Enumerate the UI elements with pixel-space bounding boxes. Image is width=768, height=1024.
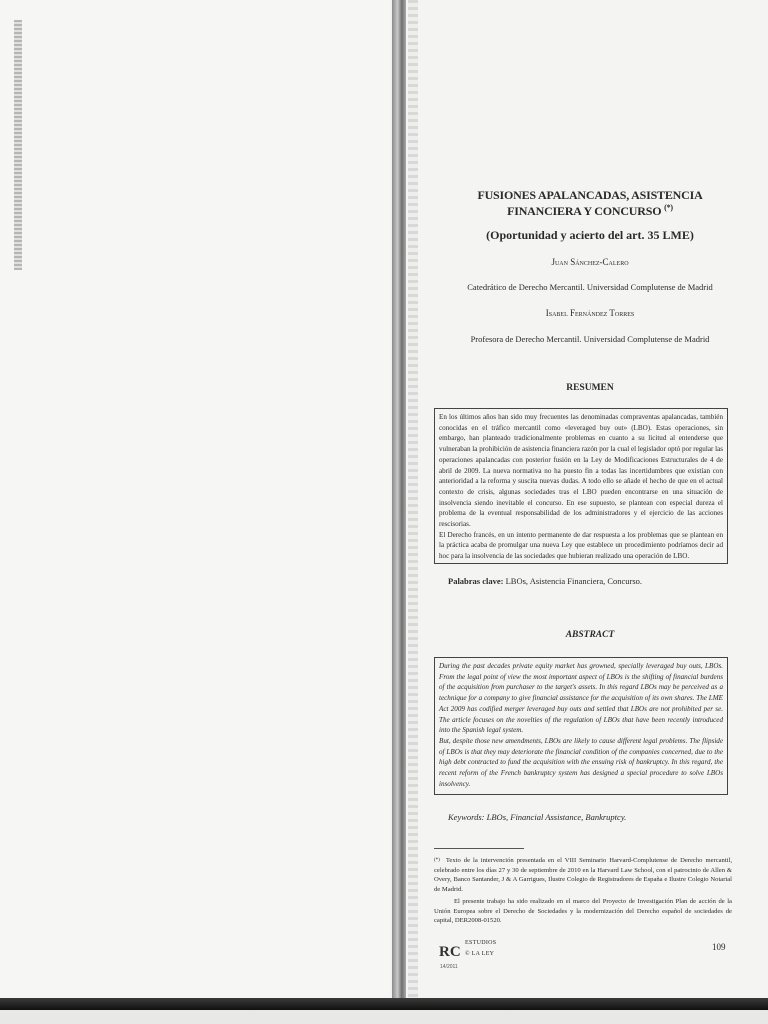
publisher-logo (438, 940, 464, 970)
publisher-label: © LA LEY (465, 951, 495, 957)
footnote-1: (*) Texto de la intervención presentada en el VIII Seminario Harvard-Complutense de Derecho mercantil, celebrado entre los días 27 y 30 de septiembre de 2010 en la Harvard Law School, con el patrocinio de Allen & Overy, Banco Santander, J & A Garrigues, Ilustre Colegio de Registradores de España e Ilustre Colegio Notarial de Madrid. (434, 857, 732, 893)
resumen-paragraph: El Derecho francés, en un intento permanente de dar respuesta a los problemas que se plantean en la práctica acaba de promulgar una nueva Ley que establece un procedimiento podríamos decir ad hoc para la insolvencia de las sociedades que hubieran realizado una operación de LBO. (439, 530, 723, 561)
author-2-affiliation: Profesora de Derecho Mercantil. Universidad Complutense de Madrid (470, 334, 710, 344)
resumen-keywords-label: Palabras clave: (448, 576, 504, 586)
abstract-keywords (448, 812, 626, 822)
left-page-edge (14, 20, 22, 270)
author-1-name: Juan Sánchez-Calero (551, 257, 629, 267)
resumen-heading: RESUMEN (566, 383, 614, 393)
gutter-shadow (408, 0, 418, 1000)
title-note-marker: (*) (664, 203, 673, 212)
abstract-keywords-label: Keywords: (448, 812, 485, 822)
page-number: 109 (712, 942, 726, 952)
author-1-affiliation: Catedrático de Derecho Mercantil. Universidad Complutense de Madrid (467, 282, 713, 292)
article-subtitle: (Oportunidad y acierto del art. 35 LME) (486, 228, 694, 242)
book-gutter (392, 0, 406, 1000)
section-label: ESTUDIOS (465, 940, 497, 946)
footnote-2: El presente trabajo ha sido realizado en el marco del Proyecto de Investigación Plan de acción de la Unión Europea sobre el Derecho de Sociedades y la modernización del Derecho español de sociedades de capital, DER2008-01520. (434, 898, 732, 924)
resumen-keywords (448, 576, 642, 586)
abstract-paragraph: During the past decades private equity market has growned, specially leveraged buy outs, LBOs. From the legal point of view the most important aspect of LBOs is the shifting of financial burdens of the acquisition from purchaser to the target's assets. In this regard LBOs may be perceived as a technique for a company to give financial assistance for the acquisition of its own shares. The LME Act 2009 has codified merger leveraged buy outs and settled that LBOs are not prohibited per se. The article focuses on the novelties of the regulation of LBOs that have been recently introduced into the Spanish legal system. (439, 662, 723, 735)
scan-bottom-edge (0, 998, 768, 1010)
resumen-box (434, 408, 728, 564)
abstract-paragraph: But, despite those new amendments, LBOs are likely to cause different legal problems. The flipside of LBOs is that they may deteriorate the financial condition of the companies concerned, due to the high debt contracted to fund the acquisition with the ensuing risk of bankruptcy. In this regard, the recent reform of the French bankruptcy system has designed a special procedure to solve LBOs insolvency. (439, 736, 723, 788)
author-2-name: Isabel Fernández Torres (545, 308, 635, 318)
issue-label: 14/2011 (440, 964, 458, 970)
abstract-keywords-value: LBOs, Financial Assistance, Bankruptcy. (486, 812, 627, 822)
scan-margin (0, 1010, 768, 1024)
article-title: FUSIONES APALANCADAS, ASISTENCIA FINANCIERA Y CONCURSO (*) (477, 188, 703, 218)
footnote-marker: (*) (434, 858, 440, 863)
footnote-rule (434, 848, 524, 849)
resumen-paragraph: En los últimos años han sido muy frecuentes las denominadas compraventas apalancadas, también conocidas en el tráfico mercantil como «leveraged buy out» (LBO). Estas operaciones, sin embargo, han planteado tradicionalmente problemas en cuanto a su licitud al entenderse que vulneraban la prohibición de asistencia financiera razón por la cual el legislador optó por regular las operaciones apalancadas con posterior fusión en la Ley de Modificaciones Estructurales de 4 de abril de 2009. La nueva normativa no ha puesto fin a todas las incertidumbres que existían con anterioridad a la reforma y suscita nuevas dudas. A todo ello se añade el hecho de que en el actual contexto de crisis, algunas sociedades tras el LBO pueden encontrarse en una situación de insolvencia siendo inevitable el concurso. En ese supuesto, se plantean con especial dureza el problema de la eventual responsabilidad de los administradores y el ejercicio de las acciones rescisorias. (439, 413, 723, 529)
abstract-box (434, 657, 728, 795)
logo-text: RC (439, 944, 461, 960)
resumen-keywords-value: LBOs, Asistencia Financiera, Concurso. (505, 576, 643, 586)
left-page-blank (0, 0, 390, 1000)
abstract-heading: ABSTRACT (565, 630, 615, 640)
